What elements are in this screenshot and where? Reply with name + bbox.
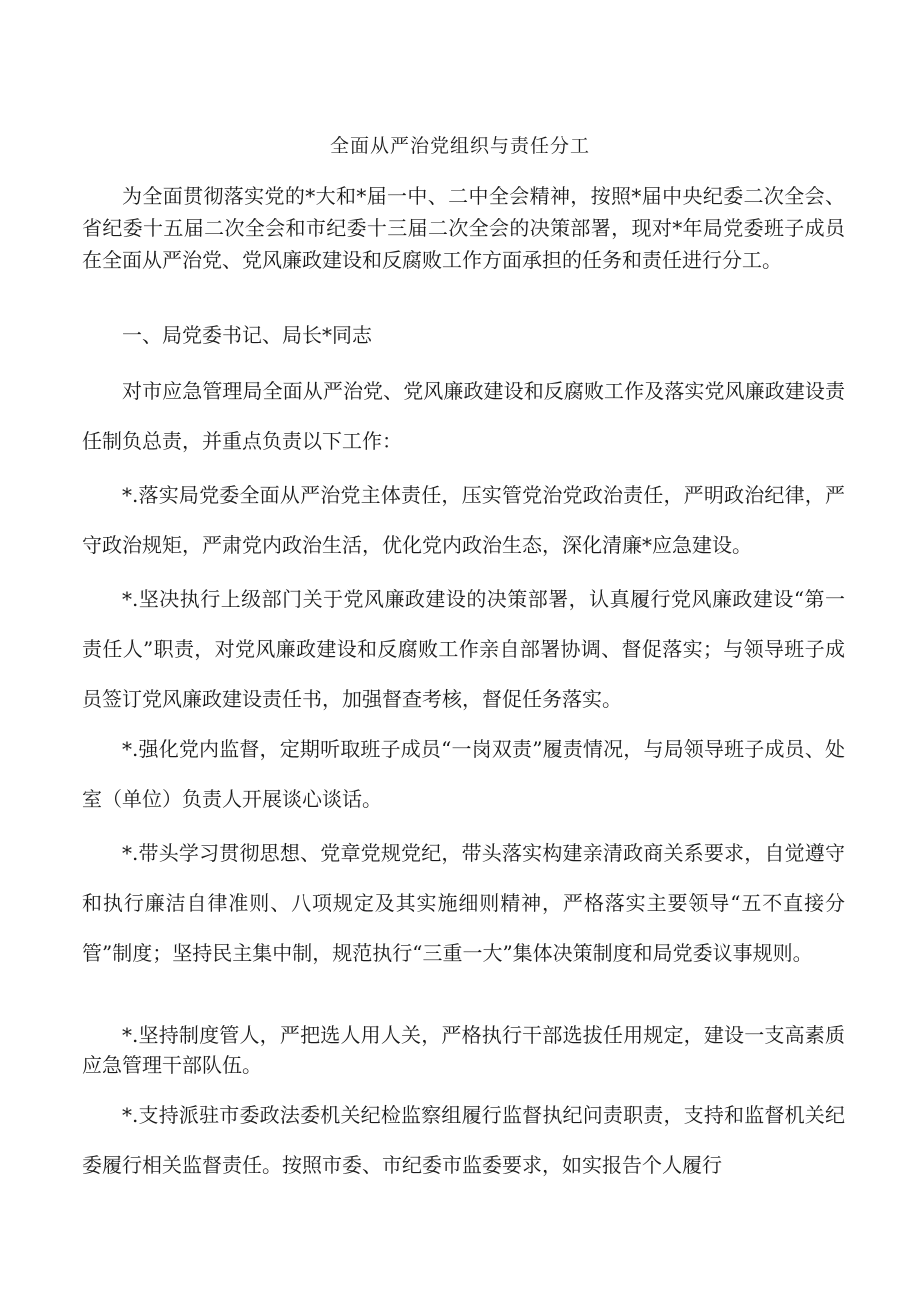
section-heading: 一、局党委书记、局长*同志 (122, 323, 372, 347)
intro-paragraph: 为全面贯彻落实党的*大和*届一中、二中全会精神，按照*届中央纪委二次全会、省纪委十五届二次全会和市纪委十三届二次全会的决策部署，现对*年局党委班子成员在全面从严治党、党风廉政建设和反腐败工作方面承担的任务和责任进行分工。 (82, 184, 845, 272)
duty-item-6: *.支持派驻市委政法委机关纪检监察组履行监督执纪问责职责，支持和监督机关纪委履行相关监督责任。按照市委、市纪委市监委要求，如实报告个人履行 (82, 1103, 845, 1177)
duty-item-2: *.坚决执行上级部门关于党风廉政建设的决策部署，认真履行党风廉政建设“第一责任人”职责，对党风廉政建设和反腐败工作亲自部署协调、督促落实；与领导班子成员签订党风廉政建设责任书，加强督查考核，督促任务落实。 (82, 587, 845, 711)
duty-item-1: *.落实局党委全面从严治党主体责任，压实管党治党政治责任，严明政治纪律，严守政治规矩，严肃党内政治生活，优化党内政治生态，深化清廉*应急建设。 (82, 483, 845, 557)
duty-item-4: *.带头学习贯彻思想、党章党规党纪，带头落实构建亲清政商关系要求，自觉遵守和执行廉洁自律准则、八项规定及其实施细则精神，严格落实主要领导“五不直接分管”制度；坚持民主集中制，规范执行“三重一大”集体决策制度和局党委议事规则。 (82, 841, 845, 965)
document-title: 全面从严治党组织与责任分工 (329, 135, 590, 157)
section-lead-paragraph: 对市应急管理局全面从严治党、党风廉政建设和反腐败工作及落实党风廉政建设责任制负总责，并重点负责以下工作： (82, 379, 845, 453)
duty-item-3: *.强化党内监督，定期听取班子成员“一岗双责”履责情况，与局领导班子成员、处室（单位）负责人开展谈心谈话。 (82, 737, 845, 811)
duty-item-5: *.坚持制度管人，严把选人用人关，严格执行干部选拔任用规定，建设一支高素质应急管理干部队伍。 (82, 1023, 845, 1077)
